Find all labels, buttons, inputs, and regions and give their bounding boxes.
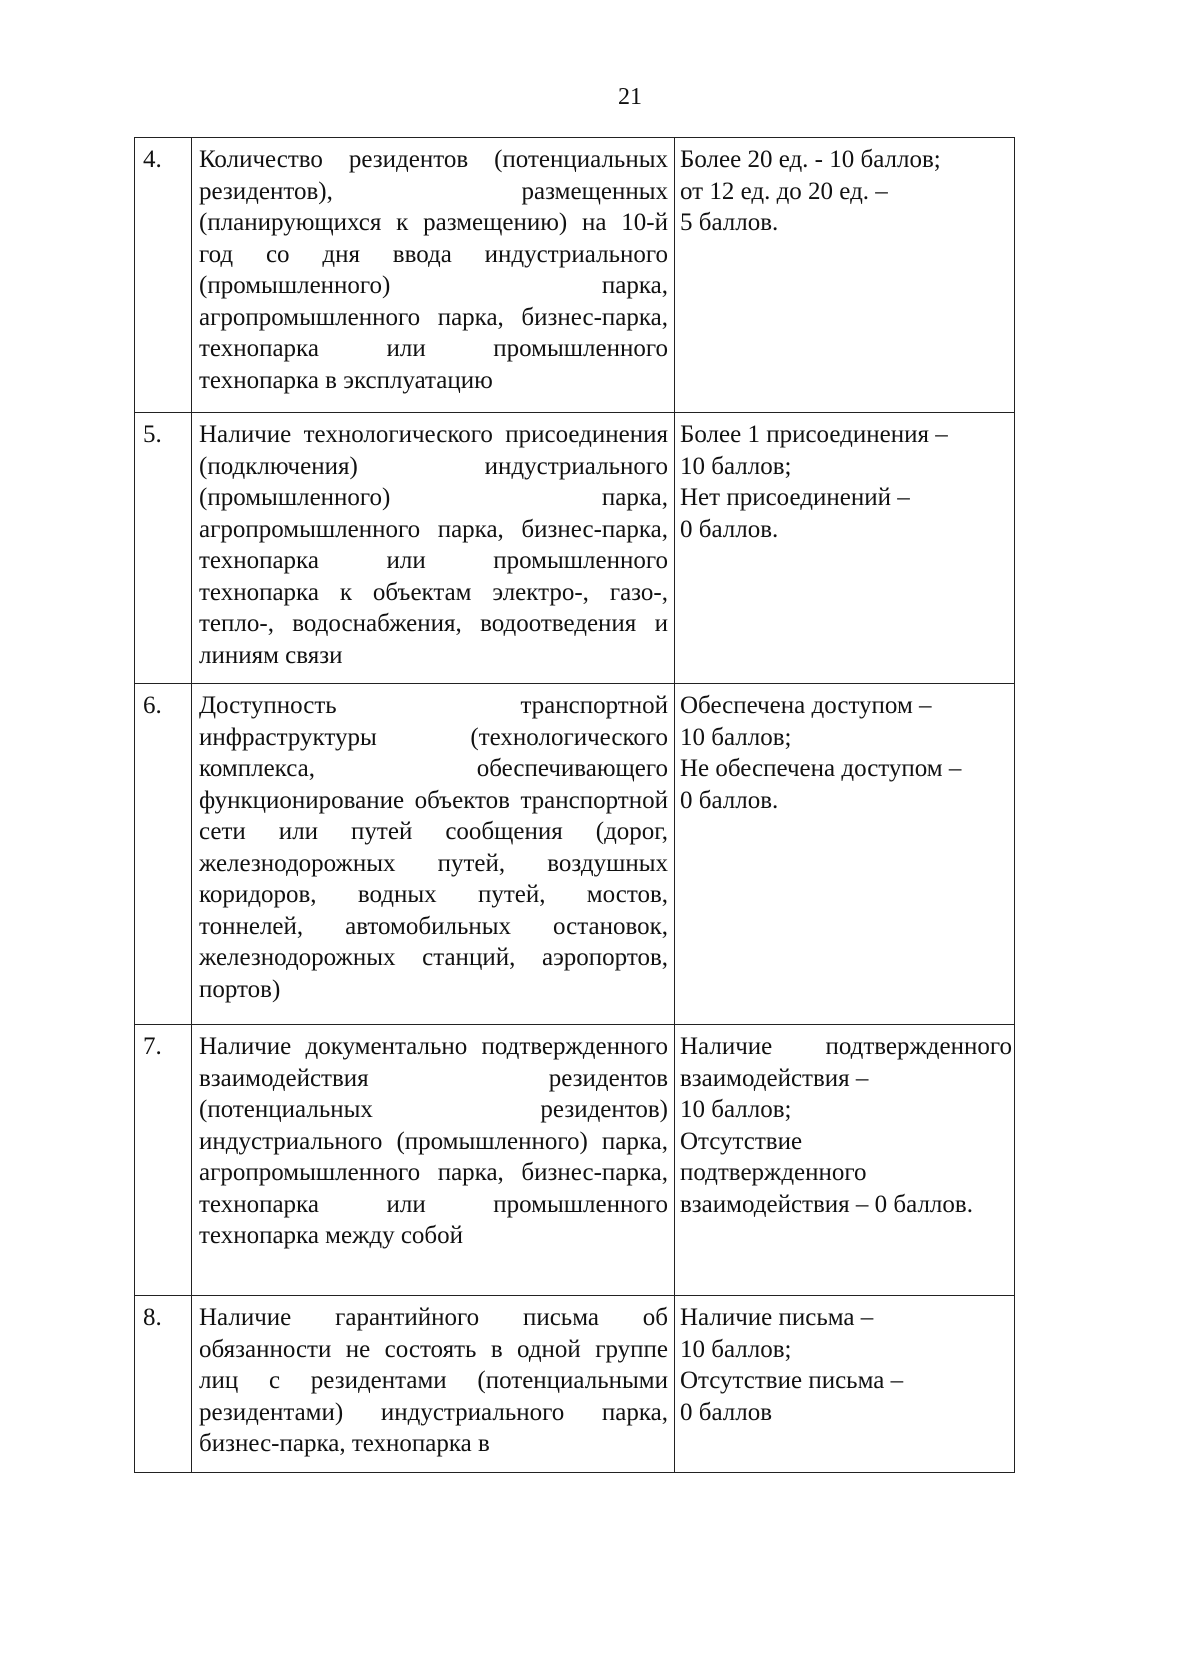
score-cell [675, 413, 1015, 684]
row-number: 7. [135, 1025, 192, 1296]
row-number: 4. [135, 138, 192, 413]
score-cell [675, 684, 1015, 1025]
page-number: 21 [618, 84, 642, 110]
score-line: 5 баллов. [680, 209, 779, 236]
score-line: 0 баллов. [680, 515, 779, 543]
score-line: 0 баллов [680, 1398, 773, 1426]
score-line: подтвержденного [680, 1159, 867, 1186]
score-line: взаимодействия – 0 баллов. [680, 1190, 973, 1218]
table-row [135, 138, 1015, 413]
score-line: от 12 ед. до 20 ед. – [680, 177, 888, 205]
score-line: 10 баллов; [680, 723, 792, 751]
score-line: взаимодействия – [680, 1064, 869, 1092]
criterion-text: Количество резидентов (потенциальных резидентов), размещенных (планирующихся к размещению) на 10-й год со дня ввода индустриального (промышленного) парка, агропромышленного парка, бизнес-парка, технопарка или промышленного технопарка в эксплуатацию [192, 138, 675, 413]
score-line: 10 баллов; [680, 1335, 792, 1363]
score-line: 10 баллов; [680, 1096, 792, 1123]
score-line: Обеспечена доступом – [680, 692, 932, 719]
table-row [135, 1025, 1015, 1296]
criterion-text: Наличие документально подтвержденного взаимодействия резидентов (потенциальных резидентов) индустриального (промышленного) парка, агропромышленного парка, бизнес-парка, технопарка или промышленного технопарка между собой [192, 1025, 675, 1296]
row-number: 8. [135, 1296, 192, 1473]
score-line: Наличие подтвержденного [680, 1033, 1012, 1060]
row-number: 6. [135, 684, 192, 1025]
score-line: Нет присоединений – [680, 484, 910, 511]
score-cell [675, 138, 1015, 413]
table-row [135, 1296, 1015, 1473]
score-line: Более 20 ед. - 10 баллов; [680, 146, 941, 173]
score-line: 0 баллов. [680, 786, 779, 814]
criterion-text: Наличие технологического присоединения (подключения) индустриального (промышленного) парка, агропромышленного парка, бизнес-парка, технопарка или промышленного технопарка к объектам электро-, газо-, тепло-, водоснабжения, водоотведения и линиям связи [192, 413, 675, 684]
score-cell [675, 1025, 1015, 1296]
score-line: Отсутствие письма – [680, 1367, 904, 1394]
criterion-text: Доступность транспортной инфраструктуры (технологического комплекса, обеспечивающего функционирование объектов транспортной сети или путей сообщения (дорог, железнодорожных путей, воздушных коридоров, водных путей, мостов, тоннелей, автомобильных остановок, железнодорожных станций, аэропортов, портов) [192, 684, 675, 1025]
score-line: Более 1 присоединения – [680, 421, 948, 448]
score-line: Отсутствие [680, 1127, 803, 1155]
row-number: 5. [135, 413, 192, 684]
table-row [135, 413, 1015, 684]
score-line: Наличие письма – [680, 1304, 874, 1331]
score-line: Не обеспечена доступом – [680, 755, 962, 782]
criterion-text: Наличие гарантийного письма об обязанности не состоять в одной группе лиц с резидентами (потенциальными резидентами) индустриального парка, бизнес-парка, технопарка в [192, 1296, 675, 1473]
table-row [135, 684, 1015, 1025]
criteria-table [134, 137, 1015, 1473]
score-cell [675, 1296, 1015, 1473]
score-line: 10 баллов; [680, 452, 792, 480]
